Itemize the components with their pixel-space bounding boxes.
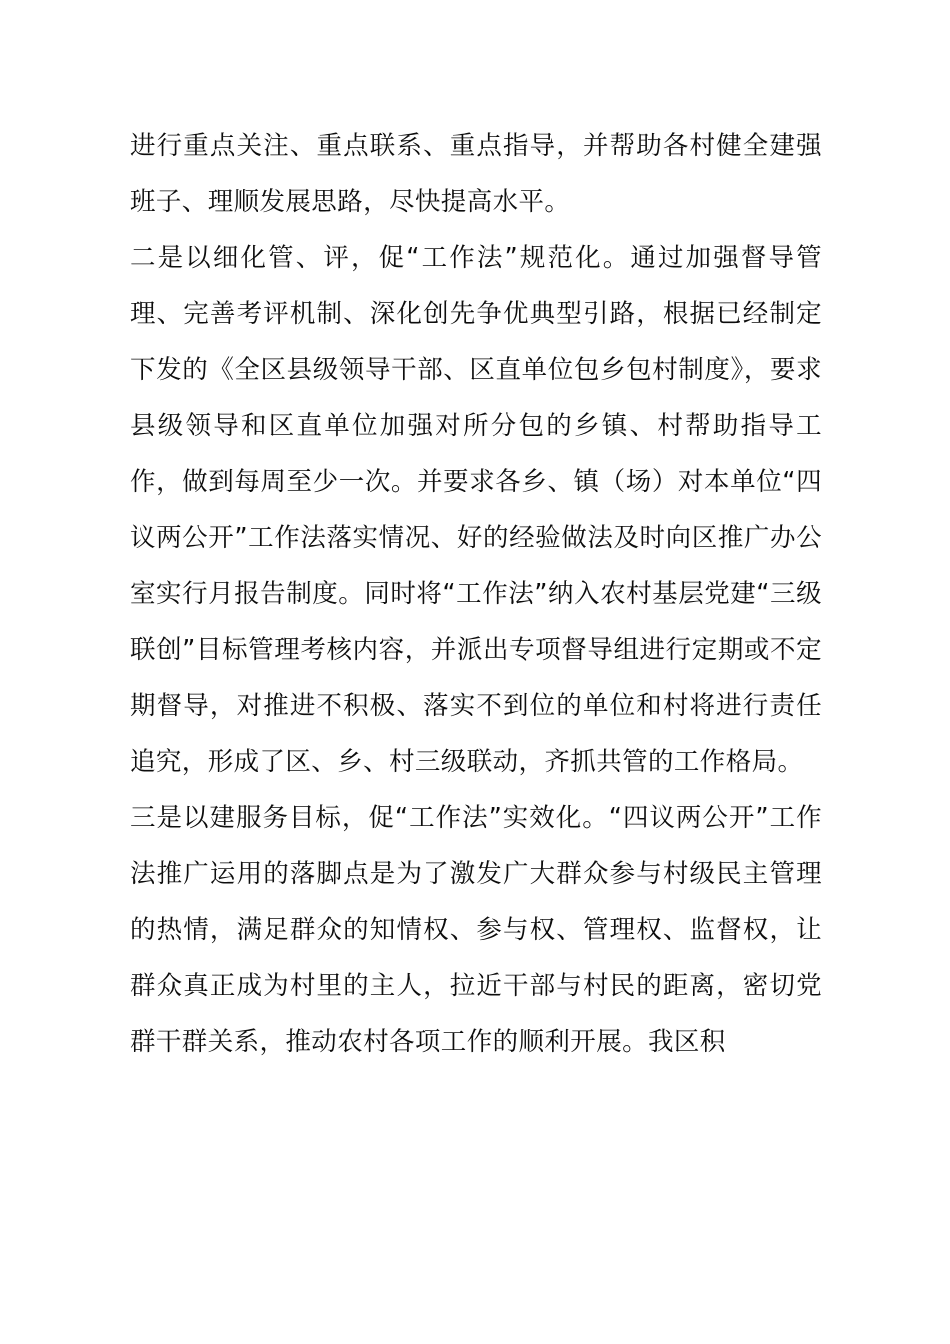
paragraph-3: 三是以建服务目标，促“工作法”实效化。“四议两公开”工作法推广运用的落脚点是为了激发广大群众参与村级民主管理的热情，满足群众的知情权、参与权、管理权、监督权，让群众真正成为村里的主人，拉近干部与村民的距离，密切党群干群关系，推动农村各项工作的顺利开展。我区积 — [130, 803, 822, 1057]
paragraph-1: 进行重点关注、重点联系、重点指导，并帮助各村健全建强班子、理顺发展思路，尽快提高水平。 — [130, 131, 822, 217]
document-body — [130, 118, 822, 1070]
paragraph-2: 二是以细化管、评，促“工作法”规范化。通过加强督导管理、完善考评机制、深化创先争优典型引路，根据已经制定下发的《全区县级领导干部、区直单位包乡包村制度》，要求县级领导和区直单位加强对所分包的乡镇、村帮助指导工作，做到每周至少一次。并要求各乡、镇（场）对本单位“四议两公开”工作法落实情况、好的经验做法及时向区推广办公室实行月报告制度。同时将“工作法”纳入农村基层党建“三级联创”目标管理考核内容，并派出专项督导组进行定期或不定期督导，对推进不积极、落实不到位的单位和村将进行责任追究，形成了区、乡、村三级联动，齐抓共管的工作格局。 — [130, 243, 822, 777]
